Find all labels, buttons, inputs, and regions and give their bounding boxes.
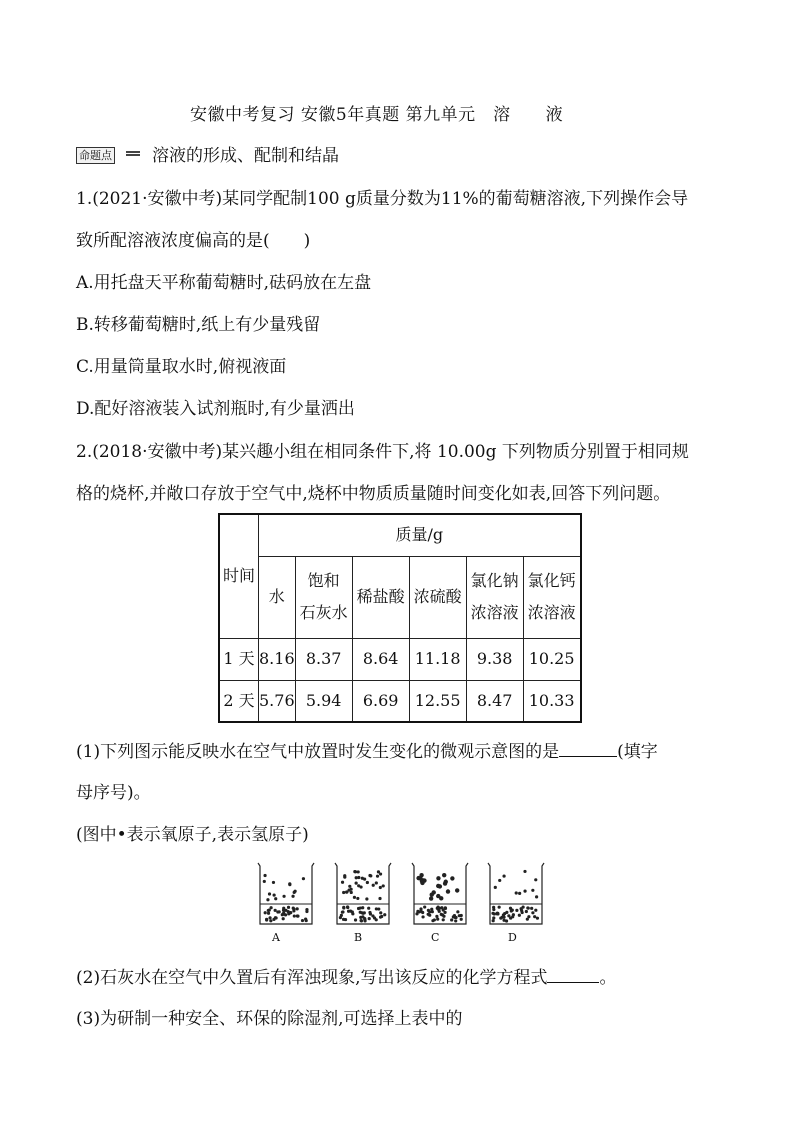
table-row	[219, 638, 581, 680]
molecule-dot	[268, 892, 271, 895]
q2-sub3: (3)为研制一种安全、环保的除湿剂,可选择上表中的	[76, 1009, 463, 1029]
molecule-dot	[353, 896, 356, 899]
molecule-dot	[531, 889, 534, 892]
molecule-dot	[375, 907, 378, 910]
mass-table	[218, 513, 582, 723]
molecule-dot	[340, 914, 343, 917]
beaker-label-a: A	[272, 931, 280, 944]
molecule-dot	[492, 906, 495, 909]
molecule-dot	[348, 885, 351, 888]
molecule-dot	[343, 876, 346, 879]
molecule-dot	[362, 912, 365, 915]
molecule-dot	[267, 912, 270, 915]
col-header-limewater: 饱和 石灰水	[295, 556, 352, 638]
q1-option-d: D.配好溶液装入试剂瓶时,有少量洒出	[76, 399, 355, 419]
molecule-dot	[533, 915, 536, 918]
molecule-dot	[293, 914, 296, 917]
molecule-dot	[356, 897, 359, 900]
molecule-dot	[377, 870, 380, 873]
topic-heading: 溶液的形成、配制和结晶	[152, 146, 339, 166]
molecule-dot	[436, 876, 440, 880]
beaker-label-c: C	[431, 931, 440, 944]
q2-sub1-line1: (1)下列图示能反映水在空气中放置时发生变化的微观示意图的是 (填字	[76, 742, 658, 762]
molecule-dot	[460, 918, 463, 921]
molecule-dot	[359, 885, 362, 888]
molecule-dot	[440, 913, 443, 916]
molecule-dot	[342, 906, 345, 909]
molecule-dot	[498, 906, 501, 909]
molecule-dot	[444, 906, 447, 909]
table-cell: 5.94	[295, 680, 352, 722]
molecule-dot	[368, 911, 371, 914]
molecule-dot	[304, 917, 307, 920]
molecule-dot	[536, 917, 539, 920]
molecule-dot	[499, 917, 502, 920]
molecule-dot	[509, 907, 512, 910]
molecule-dot	[454, 916, 457, 919]
molecule-dot	[264, 911, 267, 914]
molecule-dot	[494, 886, 497, 889]
molecule-dot	[273, 893, 276, 896]
table-cell: 11.18	[409, 638, 466, 680]
molecule-dot	[294, 890, 297, 893]
molecule-dot	[427, 909, 430, 912]
time-header: 时间	[219, 514, 259, 638]
molecule-dot	[360, 919, 363, 922]
molecule-dot	[431, 919, 434, 922]
molecule-dot	[423, 905, 426, 908]
molecule-dot	[507, 914, 510, 917]
molecule-dot	[379, 911, 382, 914]
q1-line1: 1.(2021·安徽中考)某同学配制100 g质量分数为11%的葡萄糖溶液,下列操作会导	[76, 189, 689, 209]
molecule-dot	[345, 890, 348, 893]
molecule-dot	[375, 881, 378, 884]
molecule-dot	[510, 909, 513, 912]
q1-option-c: C.用量筒量取水时,俯视液面	[76, 357, 287, 377]
molecule-dot	[346, 905, 349, 908]
molecule-dot	[525, 910, 528, 913]
molecule-dot	[289, 911, 292, 914]
molecule-dot	[350, 888, 353, 891]
col-header-conc-h2so4: 浓硫酸	[409, 556, 466, 638]
page-title: 安徽中考复习 安徽5年真题 第九单元 溶 液	[190, 105, 564, 125]
q1-option-a: A.用托盘天平称葡萄糖时,砝码放在左盘	[76, 273, 372, 293]
molecule-dot	[446, 889, 450, 893]
table-cell: 10.25	[523, 638, 581, 680]
molecule-dot	[521, 911, 524, 914]
molecule-dot	[493, 912, 496, 915]
molecule-dot	[282, 895, 285, 898]
molecule-dot	[376, 875, 379, 878]
molecule-dot	[274, 909, 277, 912]
molecule-dot	[350, 891, 353, 894]
molecule-dot	[296, 907, 299, 910]
answer-blank-2[interactable]	[547, 966, 599, 983]
molecule-dot	[263, 874, 266, 877]
molecule-dot	[515, 891, 518, 894]
molecule-dot	[365, 897, 368, 900]
molecule-dot	[282, 917, 285, 920]
molecule-dot	[268, 916, 271, 919]
molecule-dot	[272, 881, 275, 884]
molecule-dot	[530, 907, 533, 910]
molecule-dot	[534, 909, 537, 912]
table-cell: 10.33	[523, 680, 581, 722]
table-cell: 8.37	[295, 638, 352, 680]
q2-sub1-line2: 母序号)。	[76, 783, 151, 803]
table-cell: 9.38	[466, 638, 523, 680]
molecule-dot	[436, 905, 439, 908]
molecule-dot	[502, 874, 505, 877]
molecule-dot	[379, 916, 382, 919]
col-header-nacl: 氯化钠 浓溶液	[466, 556, 523, 638]
molecule-dot	[292, 909, 295, 912]
molecule-dot	[359, 906, 362, 909]
table-cell: 6.69	[352, 680, 409, 722]
table-row	[219, 680, 581, 722]
molecule-dot	[269, 919, 272, 922]
molecule-dot	[368, 917, 371, 920]
molecule-dot	[431, 910, 434, 913]
molecule-dot	[531, 911, 534, 914]
molecule-dot	[378, 897, 381, 900]
molecule-dot	[450, 876, 454, 880]
beaker-label-b: B	[354, 931, 363, 944]
molecule-dot	[435, 915, 438, 918]
molecule-dot	[416, 910, 419, 913]
molecule-dot	[265, 918, 268, 921]
molecule-dot	[526, 918, 529, 921]
mass-header: 质量/g	[259, 514, 581, 556]
molecule-dot	[296, 914, 299, 917]
molecule-dot	[342, 891, 345, 894]
molecule-dot	[355, 876, 358, 879]
q2-sub2: (2)石灰水在空气中久置后有浑浊现象,写出该反应的化学方程式 。	[76, 968, 617, 988]
molecule-dot	[505, 919, 508, 922]
molecule-dot	[535, 895, 538, 898]
molecule-dot	[534, 878, 537, 881]
molecule-dot	[520, 907, 523, 910]
molecule-dot	[266, 898, 269, 901]
topic-tag: 命题点	[76, 147, 115, 164]
table-cell: 8.16	[259, 638, 296, 680]
topic-tag-number-icon	[126, 151, 140, 158]
molecule-dot	[274, 916, 277, 919]
col-header-dilute-hcl: 稀盐酸	[352, 556, 409, 638]
q1-option-b: B.转移葡萄糖时,纸上有少量残留	[76, 315, 321, 335]
molecule-dot	[436, 917, 439, 920]
molecule-dot	[438, 910, 441, 913]
molecule-dot	[454, 919, 457, 922]
molecule-dot	[518, 892, 521, 895]
molecule-dot	[455, 888, 459, 892]
molecule-dot	[372, 884, 375, 887]
molecule-dot	[363, 919, 366, 922]
molecule-dot	[498, 879, 501, 882]
molecule-dot	[383, 913, 386, 916]
beaker-diagram	[250, 858, 550, 948]
molecule-dot	[301, 919, 304, 922]
molecule-dot	[460, 914, 463, 917]
col-header-water: 水	[259, 556, 296, 638]
molecule-dot	[432, 890, 436, 894]
molecule-dot	[288, 883, 291, 886]
molecule-dot	[276, 910, 279, 913]
molecule-dot	[379, 886, 382, 889]
col-header-cacl2: 氯化钙 浓溶液	[523, 556, 581, 638]
molecule-dot	[366, 881, 369, 884]
molecule-dot	[503, 912, 506, 915]
molecule-dot	[355, 881, 358, 884]
molecule-dot	[419, 873, 423, 877]
molecule-dot	[450, 918, 453, 921]
molecule-dot	[274, 897, 277, 900]
molecule-dot	[421, 915, 424, 918]
molecule-dot	[263, 880, 266, 883]
molecule-dot	[492, 919, 495, 922]
molecule-dot	[442, 918, 445, 921]
molecule-dot	[351, 910, 354, 913]
molecule-dot	[442, 873, 446, 877]
molecule-dot	[357, 870, 360, 873]
molecule-dot	[443, 881, 447, 885]
molecule-dot	[363, 877, 366, 880]
table-cell: 8.47	[466, 680, 523, 722]
molecule-dot	[523, 870, 526, 873]
molecule-dot	[429, 896, 433, 900]
molecule-dot	[341, 881, 344, 884]
molecule-dot	[527, 907, 530, 910]
molecule-dot	[369, 874, 372, 877]
molecule-dot	[367, 907, 370, 910]
molecule-dot	[305, 910, 308, 913]
molecule-dot	[373, 916, 376, 919]
molecule-dot	[419, 910, 422, 913]
molecule-dot	[442, 915, 445, 918]
table-cell: 12.55	[409, 680, 466, 722]
molecule-dot	[523, 890, 526, 893]
molecule-dot	[341, 911, 344, 914]
molecule-dot	[291, 895, 294, 898]
molecule-dot	[456, 910, 459, 913]
molecule-dot	[302, 877, 305, 880]
molecule-dot	[361, 915, 364, 918]
molecule-dot	[492, 916, 495, 919]
molecule-dot	[344, 918, 347, 921]
beaker-diagram-svg	[250, 858, 550, 948]
molecule-dot	[427, 913, 430, 916]
molecule-dot	[359, 911, 362, 914]
row-time: 2 天	[219, 680, 259, 722]
molecule-dot	[518, 914, 521, 917]
molecule-dot	[382, 884, 385, 887]
molecule-dot	[347, 910, 350, 913]
q2-note: (图中•表示氧原子,表示氢原子)	[76, 825, 309, 845]
answer-blank-1[interactable]	[559, 740, 617, 757]
molecule-dot	[354, 918, 357, 921]
molecule-dot	[287, 906, 290, 909]
q1-line2: 致所配溶液浓度偏高的是( )	[76, 231, 311, 251]
molecule-dot	[436, 894, 440, 898]
table-cell: 5.76	[259, 680, 296, 722]
molecule-dot	[268, 909, 271, 912]
molecule-dot	[282, 912, 285, 915]
row-time: 1 天	[219, 638, 259, 680]
beaker-label-d: D	[508, 931, 517, 944]
q2-line2: 格的烧杯,并敞口存放于空气中,烧杯中物质质量随时间变化如表,回答下列问题。	[76, 484, 671, 504]
table-cell: 8.64	[352, 638, 409, 680]
molecule-dot	[436, 884, 440, 888]
molecule-dot	[515, 909, 518, 912]
molecule-dot	[420, 881, 424, 885]
q2-line1: 2.(2018·安徽中考)某兴趣小组在相同条件下,将 10.00g 下列物质分别置于相同规	[76, 442, 689, 462]
molecule-dot	[496, 912, 499, 915]
molecule-dot	[282, 907, 285, 910]
